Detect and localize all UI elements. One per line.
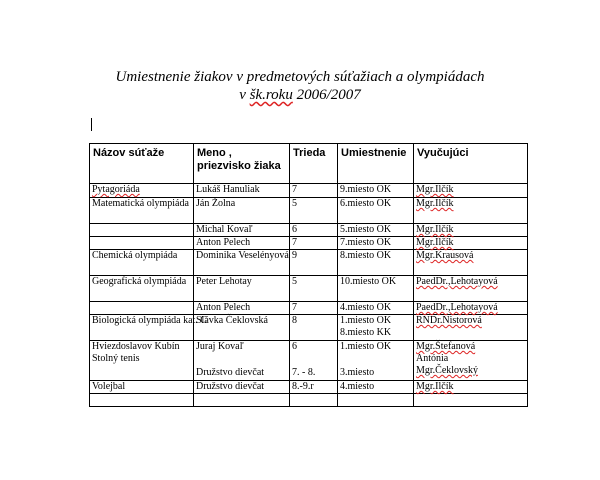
cell-name <box>194 341 290 381</box>
cell-teacher: Mgr.Ilčík <box>414 381 528 394</box>
cell-teacher-line-1: Mgr.Štefanová <box>416 341 476 352</box>
cell-place-line-1: 1.miesto OK <box>340 315 392 326</box>
table-row <box>90 394 528 407</box>
cell-name <box>194 394 290 407</box>
header-competition: Názov súťaže <box>90 144 194 184</box>
cell-class: 7 <box>290 302 338 315</box>
cell-name: Anton Pelech <box>194 237 290 250</box>
results-table <box>89 143 528 407</box>
cell-place-line-2: 8.miesto KK <box>340 327 392 338</box>
cell-name: Dominika Veselényová <box>194 250 290 276</box>
cell-class-line-2: 7. - 8. <box>292 367 316 378</box>
cell-place-line-1: 1.miesto OK <box>340 341 392 352</box>
cell-name: Ján Žolna <box>194 198 290 224</box>
cell-class: 5 <box>290 276 338 302</box>
cell-teacher: PaedDr.,Lehotayová <box>414 276 528 302</box>
cell-place: 4.miesto OK <box>338 302 414 315</box>
cell-competition: Geografická olympiáda <box>90 276 194 302</box>
cell-competition-line-1: Hviezdoslavov Kubín <box>92 341 180 352</box>
table-row <box>90 381 528 394</box>
cell-competition <box>90 302 194 315</box>
cell-class: 9 <box>290 250 338 276</box>
table-row <box>90 184 528 198</box>
cell-place: 8.miesto OK <box>338 250 414 276</box>
table-row <box>90 250 528 276</box>
cell-class: 5 <box>290 198 338 224</box>
cell-name-line-2: Družstvo dievčat <box>196 367 265 378</box>
cell-competition <box>90 394 194 407</box>
cell-teacher: PaedDr.,Lehotayová <box>414 302 528 315</box>
cell-name: Družstvo dievčat <box>194 381 290 394</box>
cell-name: Slávka Čeklovská <box>194 315 290 341</box>
table-row <box>90 224 528 237</box>
cell-class: 7 <box>290 184 338 198</box>
cell-class: 7 <box>290 237 338 250</box>
cell-place: 9.miesto OK <box>338 184 414 198</box>
cell-competition: Biologická olympiáda kat. C <box>90 315 194 341</box>
cell-place: 6.miesto OK <box>338 198 414 224</box>
cell-name: Anton Pelech <box>194 302 290 315</box>
cell-competition: Chemická olympiáda <box>90 250 194 276</box>
cell-place <box>338 315 414 341</box>
cell-teacher: RNDr.Nistorová <box>414 315 528 341</box>
title-line-2-prefix: v <box>239 87 250 103</box>
table-row <box>90 237 528 250</box>
cell-class: 8.-9.r <box>290 381 338 394</box>
table-row <box>90 302 528 315</box>
cell-teacher: Mgr.Ilčík <box>414 224 528 237</box>
header-class: Trieda <box>290 144 338 184</box>
table-row <box>90 341 528 381</box>
header-name: Meno , priezvisko žiaka <box>194 144 290 184</box>
title-line-2 <box>0 86 600 104</box>
cell-class: 8 <box>290 315 338 341</box>
cell-teacher: Mgr.Krausová <box>414 250 528 276</box>
cell-place <box>338 394 414 407</box>
cell-place-line-2: 3.miesto <box>340 367 375 378</box>
cell-place: 10.miesto OK <box>338 276 414 302</box>
cell-teacher <box>414 341 528 381</box>
cell-place: 7.miesto OK <box>338 237 414 250</box>
cell-teacher: Mgr.Ilčík <box>414 184 528 198</box>
cell-name: Lukáš Hanuliak <box>194 184 290 198</box>
cell-class <box>290 394 338 407</box>
cell-place <box>338 341 414 381</box>
cell-place: 4.miesto <box>338 381 414 394</box>
cell-class: 6 <box>290 224 338 237</box>
document-title <box>0 68 600 104</box>
cell-teacher: Mgr.Ilčík <box>414 198 528 224</box>
cell-competition: Matematická olympiáda <box>90 198 194 224</box>
header-teacher: Vyučujúci <box>414 144 528 184</box>
cell-competition <box>90 237 194 250</box>
table-header-row <box>90 144 528 184</box>
cell-competition <box>90 341 194 381</box>
title-line-2-underlined: šk.roku <box>249 87 293 103</box>
title-line-2-suffix: 2006/2007 <box>292 87 361 103</box>
header-place: Umiestnenie <box>338 144 414 184</box>
cell-name-line-1: Juraj Kovaľ <box>196 341 244 352</box>
cell-name: Michal Kovaľ <box>194 224 290 237</box>
table-row <box>90 315 528 341</box>
cell-teacher-line-2: Antónia <box>416 353 449 364</box>
table-row <box>90 198 528 224</box>
cell-teacher: Mgr.Ilčík <box>414 237 528 250</box>
cell-competition-line-2: Stolný tenis <box>92 353 140 364</box>
cell-place: 5.miesto OK <box>338 224 414 237</box>
cell-competition: Pytagoriáda <box>90 184 194 198</box>
cell-teacher-line-3: Mgr.Čeklovský <box>416 365 478 376</box>
table-row <box>90 276 528 302</box>
cell-class-line-1: 6 <box>292 341 297 352</box>
cell-name: Peter Lehotay <box>194 276 290 302</box>
cell-competition <box>90 224 194 237</box>
title-line-1: Umiestnenie žiakov v predmetových súťažiach a olympiádach <box>115 69 485 85</box>
cell-competition: Volejbal <box>90 381 194 394</box>
cell-teacher <box>414 394 528 407</box>
cell-class <box>290 341 338 381</box>
text-cursor <box>91 118 92 131</box>
